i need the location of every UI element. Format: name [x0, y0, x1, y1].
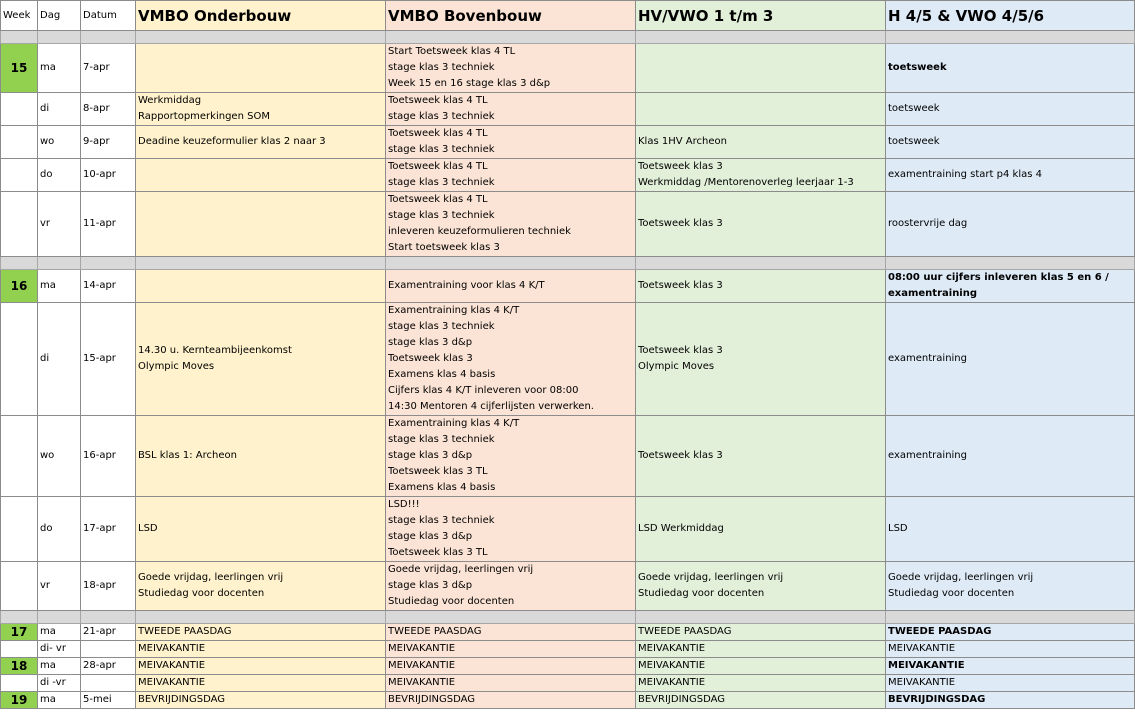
datum-cell[interactable] — [81, 641, 136, 658]
cell-line: toetsweek — [888, 136, 940, 147]
havovwo-boven-cell[interactable] — [886, 641, 1135, 658]
cell-line: Toetsweek klas 3 — [638, 161, 723, 172]
cell-line: Werkmiddag /Mentorenoverleg leerjaar 1-3 — [638, 177, 854, 188]
cell-line: Toetsweek klas 4 TL — [388, 128, 488, 139]
cell-line: inleveren keuzeformulieren techniek — [388, 226, 571, 237]
cell-line: stage klas 3 techniek — [388, 434, 495, 445]
cell-line: stage klas 3 techniek — [388, 515, 495, 526]
table-row — [1, 624, 1135, 641]
hvvwo-cell[interactable] — [636, 658, 886, 675]
table-row — [1, 270, 1135, 303]
datum-cell[interactable]: 21-apr — [81, 624, 136, 641]
cell-line: Goede vrijdag, leerlingen vrij — [138, 572, 284, 583]
datum-cell[interactable]: 7-apr — [81, 44, 136, 93]
cell-line: Week 15 en 16 stage klas 3 d&p — [388, 78, 551, 89]
cell-line: Goede vrijdag, leerlingen vrij — [888, 572, 1034, 583]
week-number-cell[interactable]: 16 — [1, 270, 38, 303]
cell-line: 14:30 Mentoren 4 cijferlijsten verwerken. — [388, 401, 594, 412]
week-empty-cell — [1, 497, 38, 562]
dag-cell[interactable]: di -vr — [38, 675, 81, 692]
hvvwo-cell[interactable] — [636, 93, 886, 126]
havovwo-boven-cell[interactable] — [886, 270, 1135, 303]
hvvwo-cell[interactable] — [636, 641, 886, 658]
cell-line: Toetsweek klas 3 TL — [388, 466, 488, 477]
cell-line: roostervrije dag — [888, 218, 968, 229]
cell-line: Studiedag voor docenten — [888, 588, 1015, 599]
week-empty-cell — [1, 641, 38, 658]
table-row — [1, 562, 1135, 611]
bovenbouw-cell[interactable] — [386, 192, 636, 257]
bovenbouw-cell[interactable] — [386, 692, 636, 709]
week-empty-cell — [1, 416, 38, 497]
bovenbouw-cell[interactable] — [386, 159, 636, 192]
cell-line: TWEEDE PAASDAG — [388, 626, 482, 637]
week-number-cell[interactable]: 18 — [1, 658, 38, 675]
cell-line: Toetsweek klas 3 — [638, 345, 723, 356]
cell-line: MEIVAKANTIE — [638, 660, 706, 671]
hvvwo-cell[interactable] — [636, 159, 886, 192]
week-empty-cell — [1, 126, 38, 159]
cell-line: stage klas 3 techniek — [388, 111, 495, 122]
header-datum[interactable]: Datum — [81, 1, 136, 31]
onderbouw-cell[interactable] — [136, 562, 386, 611]
cell-line: MEIVAKANTIE — [638, 643, 706, 654]
cell-line: MEIVAKANTIE — [888, 660, 965, 671]
cell-line: examentraining — [888, 353, 967, 364]
cell-line: Examens klas 4 basis — [388, 369, 496, 380]
bovenbouw-cell[interactable] — [386, 93, 636, 126]
bovenbouw-cell[interactable] — [386, 641, 636, 658]
havovwo-boven-cell[interactable] — [886, 44, 1135, 93]
cell-line: Studiedag voor docenten — [138, 588, 265, 599]
dag-cell[interactable]: wo — [38, 126, 81, 159]
cell-line: LSD — [138, 523, 158, 534]
cell-line: Toetsweek klas 3 TL — [388, 547, 488, 558]
cell-line: Toetsweek klas 3 — [638, 218, 723, 229]
hvvwo-cell[interactable] — [636, 303, 886, 416]
havovwo-boven-cell[interactable] — [886, 692, 1135, 709]
datum-cell[interactable]: 16-apr — [81, 416, 136, 497]
cell-line: Klas 1HV Archeon — [638, 136, 727, 147]
havovwo-boven-cell[interactable] — [886, 159, 1135, 192]
dag-cell[interactable]: ma — [38, 692, 81, 709]
week-number-cell[interactable]: 19 — [1, 692, 38, 709]
header-vmbo-onderbouw[interactable]: VMBO Onderbouw — [136, 1, 386, 31]
cell-line: Olympic Moves — [138, 361, 215, 372]
cell-line: examentraining — [888, 450, 967, 461]
cell-line: MEIVAKANTIE — [638, 677, 706, 688]
onderbouw-cell[interactable] — [136, 93, 386, 126]
hvvwo-cell[interactable] — [636, 675, 886, 692]
cell-line: stage klas 3 techniek — [388, 210, 495, 221]
dag-cell[interactable]: wo — [38, 416, 81, 497]
table-row — [1, 692, 1135, 709]
cell-line: MEIVAKANTIE — [388, 677, 456, 688]
cell-line: MEIVAKANTIE — [888, 677, 956, 688]
datum-cell[interactable]: 17-apr — [81, 497, 136, 562]
cell-line: MEIVAKANTIE — [138, 643, 206, 654]
cell-line: stage klas 3 d&p — [388, 531, 473, 542]
havovwo-boven-cell[interactable] — [886, 126, 1135, 159]
hvvwo-cell[interactable] — [636, 192, 886, 257]
cell-line: Olympic Moves — [638, 361, 715, 372]
havovwo-boven-cell[interactable] — [886, 562, 1135, 611]
cell-line: TWEEDE PAASDAG — [138, 626, 232, 637]
bovenbouw-cell[interactable] — [386, 270, 636, 303]
separator-row — [1, 257, 1135, 270]
cell-line: toetsweek — [888, 103, 940, 114]
week-empty-cell — [1, 562, 38, 611]
datum-cell[interactable]: 18-apr — [81, 562, 136, 611]
cell-line: Examentraining klas 4 K/T — [388, 418, 520, 429]
bovenbouw-cell[interactable] — [386, 126, 636, 159]
header-dag[interactable]: Dag — [38, 1, 81, 31]
datum-cell[interactable]: 28-apr — [81, 658, 136, 675]
dag-cell[interactable]: ma — [38, 44, 81, 93]
havovwo-boven-cell[interactable] — [886, 416, 1135, 497]
bovenbouw-cell[interactable] — [386, 44, 636, 93]
bovenbouw-cell[interactable] — [386, 303, 636, 416]
bovenbouw-cell[interactable] — [386, 675, 636, 692]
havovwo-boven-cell[interactable] — [886, 497, 1135, 562]
cell-line: examentraining — [888, 288, 978, 299]
dag-cell[interactable]: ma — [38, 624, 81, 641]
cell-line: Toetsweek klas 4 TL — [388, 194, 488, 205]
cell-line: Studiedag voor docenten — [388, 596, 515, 607]
cell-line: Goede vrijdag, leerlingen vrij — [638, 572, 784, 583]
cell-line: 08:00 uur cijfers inleveren klas 5 en 6 / — [888, 272, 1109, 283]
header-row — [1, 1, 1135, 31]
week-empty-cell — [1, 675, 38, 692]
table-row — [1, 159, 1135, 192]
cell-line: BEVRIJDINGSDAG — [638, 694, 726, 705]
hvvwo-cell[interactable] — [636, 126, 886, 159]
cell-line: Toetsweek klas 4 TL — [388, 161, 488, 172]
cell-line: stage klas 3 techniek — [388, 177, 495, 188]
table-row — [1, 641, 1135, 658]
cell-line: Toetsweek klas 4 TL — [388, 95, 488, 106]
onderbouw-cell[interactable] — [136, 126, 386, 159]
hvvwo-cell[interactable] — [636, 624, 886, 641]
cell-line: BSL klas 1: Archeon — [138, 450, 237, 461]
hvvwo-cell[interactable] — [636, 416, 886, 497]
dag-cell[interactable]: di — [38, 93, 81, 126]
hvvwo-cell[interactable] — [636, 692, 886, 709]
cell-line: 14.30 u. Kernteambijeenkomst — [138, 345, 292, 356]
datum-cell[interactable]: 14-apr — [81, 270, 136, 303]
cell-line: Start toetsweek klas 3 — [388, 242, 500, 253]
cell-line: Toetsweek klas 3 — [638, 280, 723, 291]
table-row — [1, 192, 1135, 257]
cell-line: stage klas 3 d&p — [388, 337, 473, 348]
dag-cell[interactable]: vr — [38, 192, 81, 257]
datum-cell[interactable]: 5-mei — [81, 692, 136, 709]
cell-line: Toetsweek klas 3 — [638, 450, 723, 461]
havovwo-boven-cell[interactable] — [886, 675, 1135, 692]
datum-cell[interactable]: 15-apr — [81, 303, 136, 416]
cell-line: examentraining start p4 klas 4 — [888, 169, 1042, 180]
hvvwo-cell[interactable] — [636, 44, 886, 93]
bovenbouw-cell[interactable] — [386, 624, 636, 641]
table-row — [1, 675, 1135, 692]
week-number-cell[interactable]: 17 — [1, 624, 38, 641]
header-vmbo-bovenbouw[interactable]: VMBO Bovenbouw — [386, 1, 636, 31]
hvvwo-cell[interactable] — [636, 270, 886, 303]
onderbouw-cell[interactable] — [136, 624, 386, 641]
cell-line: LSD!!! — [388, 499, 420, 510]
table-row — [1, 497, 1135, 562]
table-row — [1, 93, 1135, 126]
cell-line: BEVRIJDINGSDAG — [388, 694, 476, 705]
cell-line: LSD Werkmiddag — [638, 523, 724, 534]
onderbouw-cell[interactable] — [136, 270, 386, 303]
cell-line: stage klas 3 techniek — [388, 62, 495, 73]
onderbouw-cell[interactable] — [136, 641, 386, 658]
cell-line: Examens klas 4 basis — [388, 482, 496, 493]
hvvwo-cell[interactable] — [636, 497, 886, 562]
dag-cell[interactable]: ma — [38, 270, 81, 303]
separator-row — [1, 31, 1135, 44]
cell-line: Examentraining voor klas 4 K/T — [388, 280, 545, 291]
havovwo-boven-cell[interactable] — [886, 624, 1135, 641]
header-week[interactable]: Week — [1, 1, 38, 31]
cell-line: Studiedag voor docenten — [638, 588, 765, 599]
header-hv-vwo-1-3[interactable]: HV/VWO 1 t/m 3 — [636, 1, 886, 31]
cell-line: BEVRIJDINGSDAG — [138, 694, 226, 705]
dag-cell[interactable]: do — [38, 497, 81, 562]
dag-cell[interactable]: vr — [38, 562, 81, 611]
onderbouw-cell[interactable] — [136, 44, 386, 93]
bovenbouw-cell[interactable] — [386, 562, 636, 611]
dag-cell[interactable]: ma — [38, 658, 81, 675]
onderbouw-cell[interactable] — [136, 497, 386, 562]
cell-line: TWEEDE PAASDAG — [638, 626, 732, 637]
onderbouw-cell[interactable] — [136, 192, 386, 257]
havovwo-boven-cell[interactable] — [886, 93, 1135, 126]
onderbouw-cell[interactable] — [136, 658, 386, 675]
cell-line: MEIVAKANTIE — [138, 677, 206, 688]
datum-cell[interactable] — [81, 675, 136, 692]
dag-cell[interactable]: di — [38, 303, 81, 416]
cell-line: LSD — [888, 523, 908, 534]
cell-line: Goede vrijdag, leerlingen vrij — [388, 564, 534, 575]
cell-line: Toetsweek klas 3 — [388, 353, 473, 364]
cell-line: MEIVAKANTIE — [138, 660, 206, 671]
week-number-cell[interactable]: 15 — [1, 44, 38, 93]
cell-line: Start Toetsweek klas 4 TL — [388, 46, 516, 57]
header-h45-vwo456[interactable]: H 4/5 & VWO 4/5/6 — [886, 1, 1135, 31]
bovenbouw-cell[interactable] — [386, 658, 636, 675]
cell-line: stage klas 3 techniek — [388, 144, 495, 155]
cell-line: TWEEDE PAASDAG — [888, 626, 992, 637]
cell-line: Rapportopmerkingen SOM — [138, 111, 270, 122]
cell-line: toetsweek — [888, 62, 947, 73]
cell-line: Deadine keuzeformulier klas 2 naar 3 — [138, 136, 326, 147]
table-row — [1, 658, 1135, 675]
onderbouw-cell[interactable] — [136, 416, 386, 497]
table-row — [1, 126, 1135, 159]
havovwo-boven-cell[interactable] — [886, 658, 1135, 675]
havovwo-boven-cell[interactable] — [886, 303, 1135, 416]
cell-line: stage klas 3 techniek — [388, 321, 495, 332]
dag-cell[interactable]: di- vr — [38, 641, 81, 658]
bovenbouw-cell[interactable] — [386, 416, 636, 497]
datum-cell[interactable]: 11-apr — [81, 192, 136, 257]
week-empty-cell — [1, 303, 38, 416]
week-empty-cell — [1, 159, 38, 192]
week-empty-cell — [1, 192, 38, 257]
cell-line: stage klas 3 d&p — [388, 580, 473, 591]
separator-row — [1, 611, 1135, 624]
datum-cell[interactable]: 10-apr — [81, 159, 136, 192]
onderbouw-cell[interactable] — [136, 303, 386, 416]
datum-cell[interactable]: 8-apr — [81, 93, 136, 126]
cell-line: MEIVAKANTIE — [888, 643, 956, 654]
onderbouw-cell[interactable] — [136, 692, 386, 709]
table-row — [1, 44, 1135, 93]
week-empty-cell — [1, 93, 38, 126]
bovenbouw-cell[interactable] — [386, 497, 636, 562]
datum-cell[interactable]: 9-apr — [81, 126, 136, 159]
cell-line: MEIVAKANTIE — [388, 660, 456, 671]
cell-line: BEVRIJDINGSDAG — [888, 694, 986, 705]
cell-line: Werkmiddag — [138, 95, 202, 106]
cell-line: stage klas 3 d&p — [388, 450, 473, 461]
table-row — [1, 416, 1135, 497]
cell-line: MEIVAKANTIE — [388, 643, 456, 654]
onderbouw-cell[interactable] — [136, 675, 386, 692]
havovwo-boven-cell[interactable] — [886, 192, 1135, 257]
onderbouw-cell[interactable] — [136, 159, 386, 192]
dag-cell[interactable]: do — [38, 159, 81, 192]
cell-line: Examentraining klas 4 K/T — [388, 305, 520, 316]
hvvwo-cell[interactable] — [636, 562, 886, 611]
table-row — [1, 303, 1135, 416]
cell-line: Cijfers klas 4 K/T inleveren voor 08:00 — [388, 385, 579, 396]
